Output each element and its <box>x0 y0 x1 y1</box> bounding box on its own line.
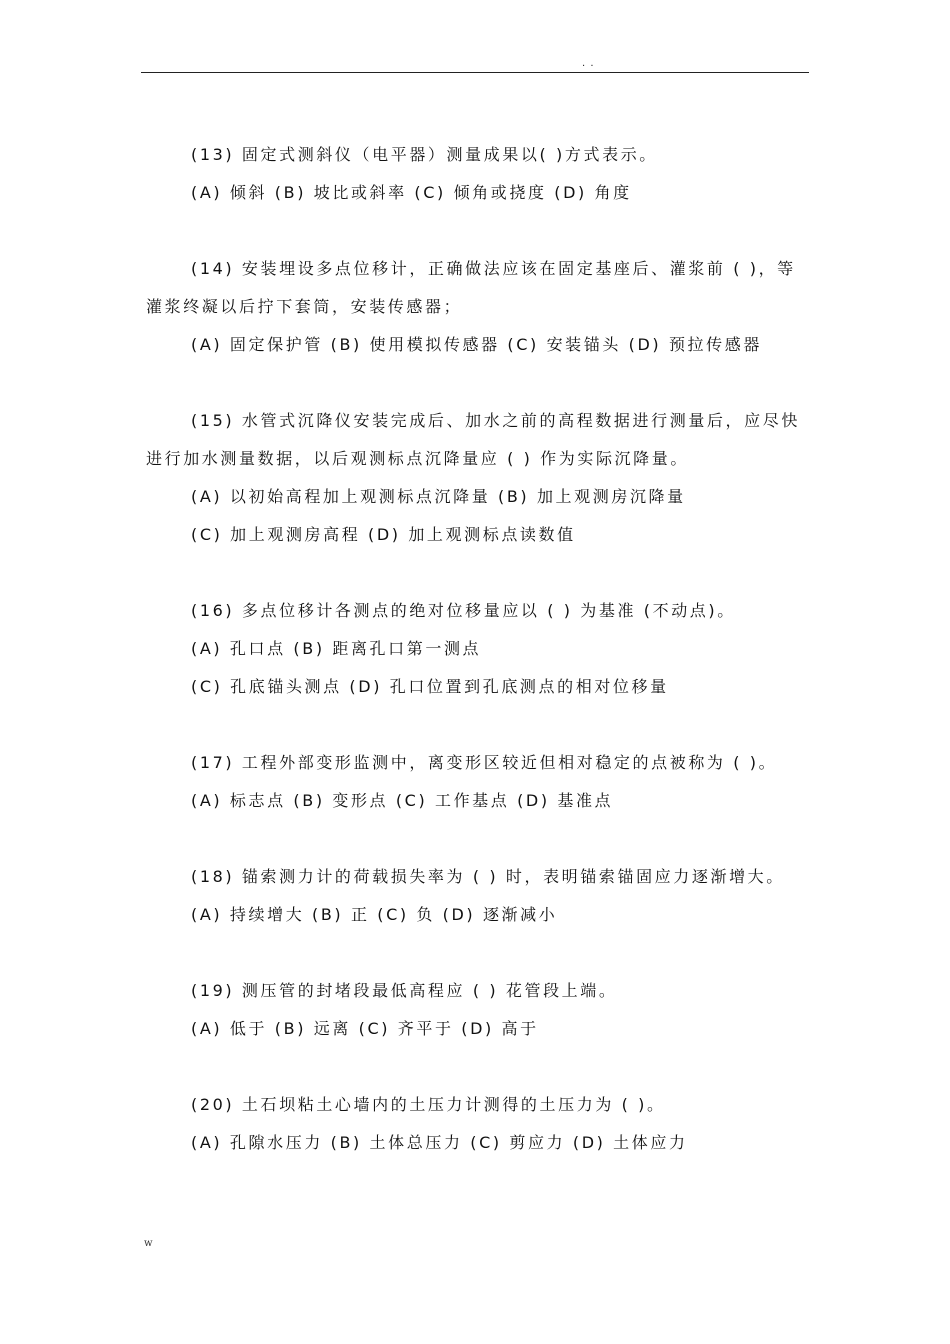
header-dots: . . <box>582 58 595 69</box>
question-options: (C) 加上观测房高程 (D) 加上观测标点读数值 <box>191 525 576 544</box>
question-options: (A) 孔口点 (B) 距离孔口第一测点 <box>191 639 482 658</box>
question-20 <box>146 1086 810 1162</box>
question-18 <box>146 858 810 934</box>
question-15 <box>146 402 810 554</box>
question-stem: (18) 锚索测力计的荷载损失率为 ( ) 时，表明锚索锚固应力逐渐增大。 <box>191 867 785 886</box>
question-options: (A) 持续增大 (B) 正 (C) 负 (D) 逐渐减小 <box>191 905 558 924</box>
question-options: (A) 孔隙水压力 (B) 土体总压力 (C) 剪应力 (D) 土体应力 <box>191 1133 688 1152</box>
question-options: (A) 标志点 (B) 变形点 (C) 工作基点 (D) 基准点 <box>191 791 614 810</box>
question-options: (A) 低于 (B) 远离 (C) 齐平于 (D) 高于 <box>191 1019 539 1038</box>
header-rule <box>141 72 809 73</box>
question-stem: (16) 多点位移计各测点的绝对位移量应以 ( ) 为基准 (不动点)。 <box>191 601 736 620</box>
question-16 <box>146 592 810 706</box>
question-options: (C) 孔底锚头测点 (D) 孔口位置到孔底测点的相对位移量 <box>191 677 669 696</box>
question-14 <box>146 250 810 364</box>
question-options: (A) 固定保护管 (B) 使用模拟传感器 (C) 安装锚头 (D) 预拉传感器 <box>191 335 762 354</box>
question-stem: (13) 固定式测斜仪（电平器）测量成果以( )方式表示。 <box>191 145 658 164</box>
question-stem: (14) 安装埋设多点位移计，正确做法应该在固定基座后、灌浆前 ( )，等灌浆终凝以后拧下套筒，安装传感器； <box>146 259 796 316</box>
question-list <box>146 136 810 1200</box>
question-options: (A) 以初始高程加上观测标点沉降量 (B) 加上观测房沉降量 <box>191 487 686 506</box>
question-stem: (15) 水管式沉降仪安装完成后、加水之前的高程数据进行测量后，应尽快进行加水测量数据，以后观测标点沉降量应 ( ) 作为实际沉降量。 <box>146 411 800 468</box>
question-13 <box>146 136 810 212</box>
footer-mark: w <box>144 1238 153 1249</box>
question-17 <box>146 744 810 820</box>
question-stem: (19) 测压管的封堵段最低高程应 ( ) 花管段上端。 <box>191 981 618 1000</box>
question-stem: (20) 土石坝粘土心墙内的土压力计测得的土压力为 ( )。 <box>191 1095 666 1114</box>
question-stem: (17) 工程外部变形监测中，离变形区较近但相对稳定的点被称为 ( )。 <box>191 753 778 772</box>
question-options: (A) 倾斜 (B) 坡比或斜率 (C) 倾角或挠度 (D) 角度 <box>191 183 632 202</box>
question-19 <box>146 972 810 1048</box>
